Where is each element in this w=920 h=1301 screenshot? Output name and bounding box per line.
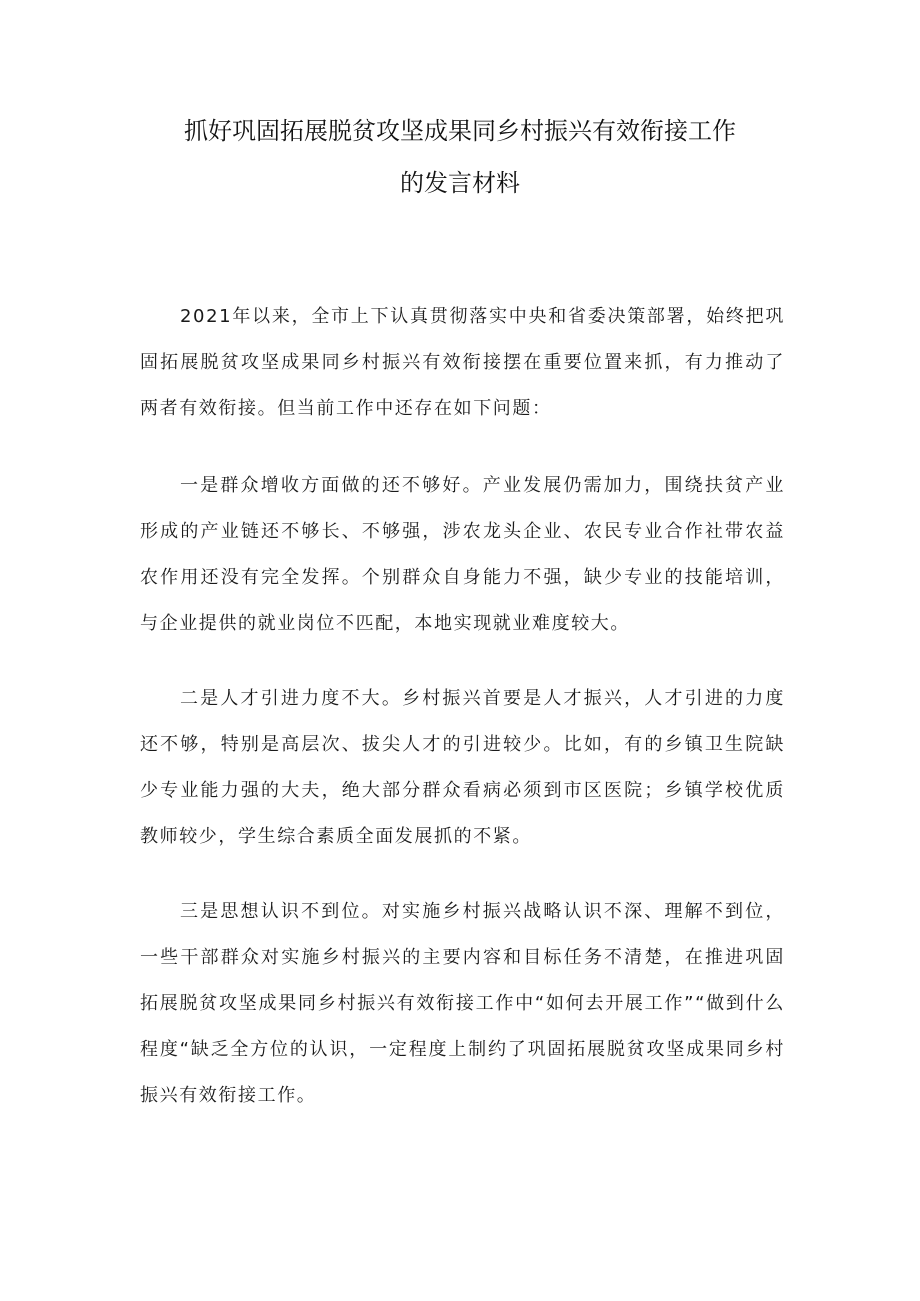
paragraph-issue-income: 一是群众增收方面做的还不够好。产业发展仍需加力，围绕扶贫产业形成的产业链还不够长、不够强，涉农龙头企业、农民专业合作社带农益农作用还没有完全发挥。个别群众自身能力不强，缺少专业的技能培训，与企业提供的就业岗位不匹配，本地实现就业难度较大。 (140, 475, 785, 634)
document-title-line-2: 的发言材料 (400, 169, 520, 197)
paragraph-issue-awareness: 三是思想认识不到位。对实施乡村振兴战略认识不深、理解不到位，一些干部群众对实施乡村振兴的主要内容和目标任务不清楚，在推进巩固拓展脱贫攻坚成果同乡村振兴有效衔接工作中“如何去开展工作”“做到什么程度“缺乏全方位的认识，一定程度上制约了巩固拓展脱贫攻坚成果同乡村振兴有效衔接工作。 (140, 901, 785, 1106)
document-title-line-1: 抓好巩固拓展脱贫攻坚成果同乡村振兴有效衔接工作 (184, 117, 736, 145)
paragraph-issue-talent: 二是人才引进力度不大。乡村振兴首要是人才振兴，人才引进的力度还不够，特别是高层次、拔尖人才的引进较少。比如，有的乡镇卫生院缺少专业能力强的大夫，绝大部分群众看病必须到市区医院；乡镇学校优质教师较少，学生综合素质全面发展抓的不紧。 (140, 688, 785, 847)
paragraph-intro: 2021年以来，全市上下认真贯彻落实中央和省委决策部署，始终把巩固拓展脱贫攻坚成果同乡村振兴有效衔接摆在重要位置来抓，有力推动了两者有效衔接。但当前工作中还存在如下问题： (140, 306, 785, 419)
